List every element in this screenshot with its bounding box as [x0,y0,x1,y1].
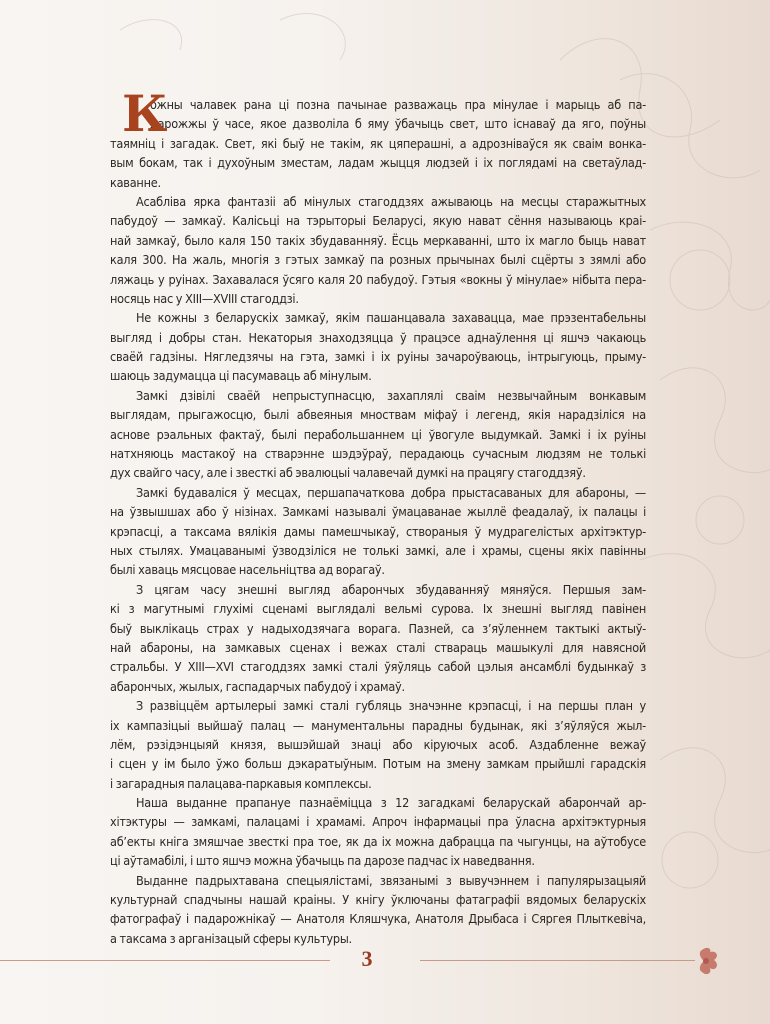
text-line: Замкі дзівілі сваёй непрыступнасцю, захаплялі сваім незвычайным вонкавым [136,387,646,403]
text-line: лём, рэзідэнцыяй князя, вышэйшай знаці або кіруючых асоб. Аздабленне вежаў [110,736,646,752]
text-line: ожны чалавек рана ці позна пачынае разважаць пра мінулае і марыць аб па- [150,97,646,112]
text-line: кі з магутнымі глухімі сценамі выглядалі вельмі сурова. Іх знешні выгляд павінен [110,601,646,617]
text-line: натхняюць мастакоў на стварэнне шэдэўраў, перадаюць сучасным людзям не толькі [110,446,646,462]
text-line: крэпасці, а таксама вялікія дамы памешчыкаў, створаныя ў мудрагелістых архітэктур- [110,523,646,539]
text-line: аб’екты кніга змяшчае звесткі пра тое, як да іх можна дабрацца па чыгунцы, на аўтобусе [110,833,646,849]
text-line: і сцен у ім было ўжо больш дэкаратыўным. Потым на змену замкам прыйшлі гарадскія [110,756,646,772]
text-line: абарончых, жылых, гаспадарчых пабудоў і храмаў. [110,678,405,694]
fleuron-ornament-icon [690,944,726,978]
text-line: хітэктуры — замкамі, палацамі і храмамі. Апроч інфармацыі пра ўласна архітэктурныя [110,814,646,830]
text-line: З цягам часу знешні выгляд абарончых збудаванняў мяняўся. Першыя зам- [136,581,646,597]
text-line: выгляд і добры стан. Некаторыя знаходзяцца ў працэсе аднаўлення ці яшчэ чакаюць [110,329,646,345]
text-line: а таксама з арганізацый сферы культуры. [110,930,352,946]
text-line: выглядам, прыгажосцю, былі абвеяныя мноствам міфаў і легенд, якія нарадзіліся на [110,407,646,423]
text-line: сваёй гадзіны. Нягледзячы на гэта, замкі і іх руіны зачароўваюць, інтрыгуюць, прыму- [110,349,646,365]
text-line: пабудоў — замкаў. Калісьці на тэрыторыі Беларусі, якую нават сёння называюць краі- [110,213,646,229]
text-line: най замкаў, было каля 150 такіх збудаванняў. Ёсць меркаванні, што іх магло быць нават [110,232,646,248]
text-line: Не кожны з беларускіх замкаў, якім пашанцавала захавацца, мае прэзентабельны [136,310,646,326]
text-line: каванне. [110,174,161,190]
text-line: носяць нас у XIII—XVIII стагоддзі. [110,290,299,306]
text-line: ці аўтамабілі, і што яшчэ можна ўбачыць па дарозе падчас іх наведвання. [110,853,535,869]
drop-cap: К [122,84,168,143]
text-line: Наша выданне прапануе пазнаёміцца з 12 загадкамі беларускай абарончай ар- [136,795,646,811]
text-line: вым бокам, так і духоўным зместам, ладам жыцця людзей і іх поглядамі на светаўлад- [110,155,646,171]
text-line: каля 300. На жаль, многія з гэтых замкаў па розных прычынах былі сцёрты з зямлі або [110,252,646,268]
page-body [110,84,646,948]
text-line: дух свайго часу, але і звесткі аб эвалюцыі чалавечай думкі на працягу стагоддзяў. [110,465,586,481]
text-line: Замкі будаваліся ў месцах, першапачаткова добра прыстасаваных для абароны, — [136,484,646,500]
text-line: на ўзвышшах або ў нізінах. Замкамі называлі ўмацаванае жыллё феадалаў, іх палацы і [110,504,646,520]
footer-rule-left [0,960,330,961]
text-line: таямніц і загадак. Свет, які быў не такім, як цяперашні, а адрозніваўся як сваім вонка- [110,135,646,151]
text-line: аснове рэальных фактаў, былі перабольшаннем ці ўвогуле выдумкай. Замкі і іх руіны [110,426,646,442]
text-line: ных стылях. Умацаванымі ўзводзіліся не толькі замкі, але і храмы, сцены якіх павінны [110,542,646,558]
text-line: шаюць задумацца ці пасумаваць аб мінулым. [110,368,372,384]
footer-rule-right [420,960,695,961]
text-line: фатографаў і падарожнікаў — Анатоля Кляшчука, Анатоля Дрыбаса і Сяргея Плыткевіча, [110,911,646,927]
text-line: дарожжы ў часе, якое дазволіла б яму ўбачыць свет, што існаваў да яго, поўны [150,116,646,132]
text-line: і загарадныя палацава-паркавыя комплексы. [110,775,372,791]
text-line: культурнай спадчыны нашай краіны. У кнігу ўключаны фатаграфіі вядомых беларускіх [110,892,646,908]
text-line: быў выклікаць страх у надыходзячага ворага. Пазней, са з’яўленнем тактыкі актыў- [110,620,646,636]
text-line: былі хаваць мясцовае насельніцтва ад ворагаў. [110,562,385,578]
text-line: най абароны, на замкавых сценах і вежах сталі ствараць машыкулі для навяснoй [110,639,646,655]
text-line: Асаблiва ярка фантазіі аб мінулых стагоддзях ажываюць на месцы старажытных [136,193,646,209]
text-line: стральбы. У XIII—XVI стагоддзях замкі сталі ўяўляць сабой цэлыя ансамблі будынкаў з [110,659,646,675]
text-line: ляжаць у руінах. Захавалася ўсяго каля 20 пабудоў. Гэтыя «вокны ў мінулае» нібыта пера- [110,271,646,287]
text-line: Выданне падрыхтавана спецыялістамі, звязанымі з вывучэннем і папулярызацыяй [136,872,646,888]
text-line: іх кампазіцыі выйшаў палац — манументальны парадны будынак, які з’яўляўся жыл- [110,717,646,733]
text-line: З развіццём артылерыі замкі сталі губляць значэнне крэпасці, і на першы план у [136,698,646,714]
main-text [110,95,646,948]
page-number: 3 [361,946,373,971]
